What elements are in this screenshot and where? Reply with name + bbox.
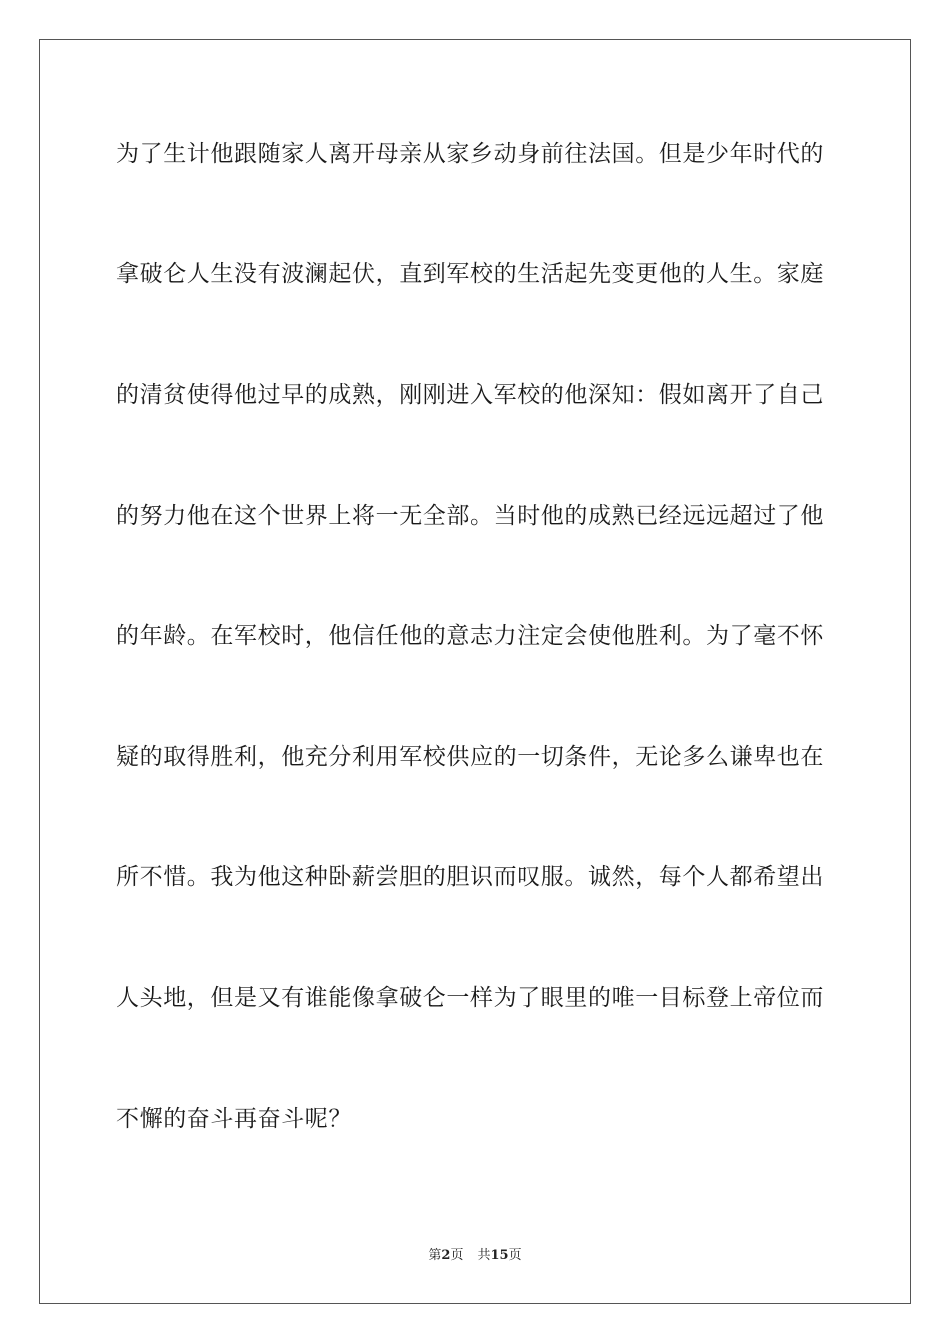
paragraph-line: 人头地，但是又有谁能像拿破仑一样为了眼里的唯一目标登上帝位而 — [116, 985, 824, 1011]
total-suffix: 页 — [508, 1248, 522, 1263]
paragraph-line: 所不惜。我为他这种卧薪尝胆的胆识而叹服。诚然，每个人都希望出 — [116, 864, 824, 890]
total-pages: 15 — [490, 1248, 509, 1263]
page-prefix: 第 — [428, 1248, 442, 1263]
page-number: 2 — [441, 1248, 451, 1263]
paragraph-line: 的年龄。在军校时，他信任他的意志力注定会使他胜利。为了毫不怀 — [116, 623, 824, 649]
paragraph-line: 拿破仑人生没有波澜起伏，直到军校的生活起先变更他的人生。家庭 — [116, 261, 824, 287]
paragraph-line: 为了生计他跟随家人离开母亲从家乡动身前往法国。但是少年时代的 — [116, 141, 824, 167]
total-pages-indicator — [477, 1248, 521, 1263]
total-prefix: 共 — [477, 1248, 491, 1263]
paragraph-line: 的努力他在这个世界上将一无全部。当时他的成熟已经远远超过了他 — [116, 503, 824, 529]
page-footer — [0, 1247, 950, 1265]
page-indicator — [428, 1248, 463, 1263]
page-suffix: 页 — [450, 1248, 464, 1263]
paragraph-line: 的清贫使得他过早的成熟，刚刚进入军校的他深知：假如离开了自己 — [116, 382, 824, 408]
paragraph-line: 不懈的奋斗再奋斗呢？ — [116, 1106, 352, 1132]
paragraph-line: 疑的取得胜利，他充分利用军校供应的一切条件，无论多么谦卑也在 — [116, 744, 824, 770]
